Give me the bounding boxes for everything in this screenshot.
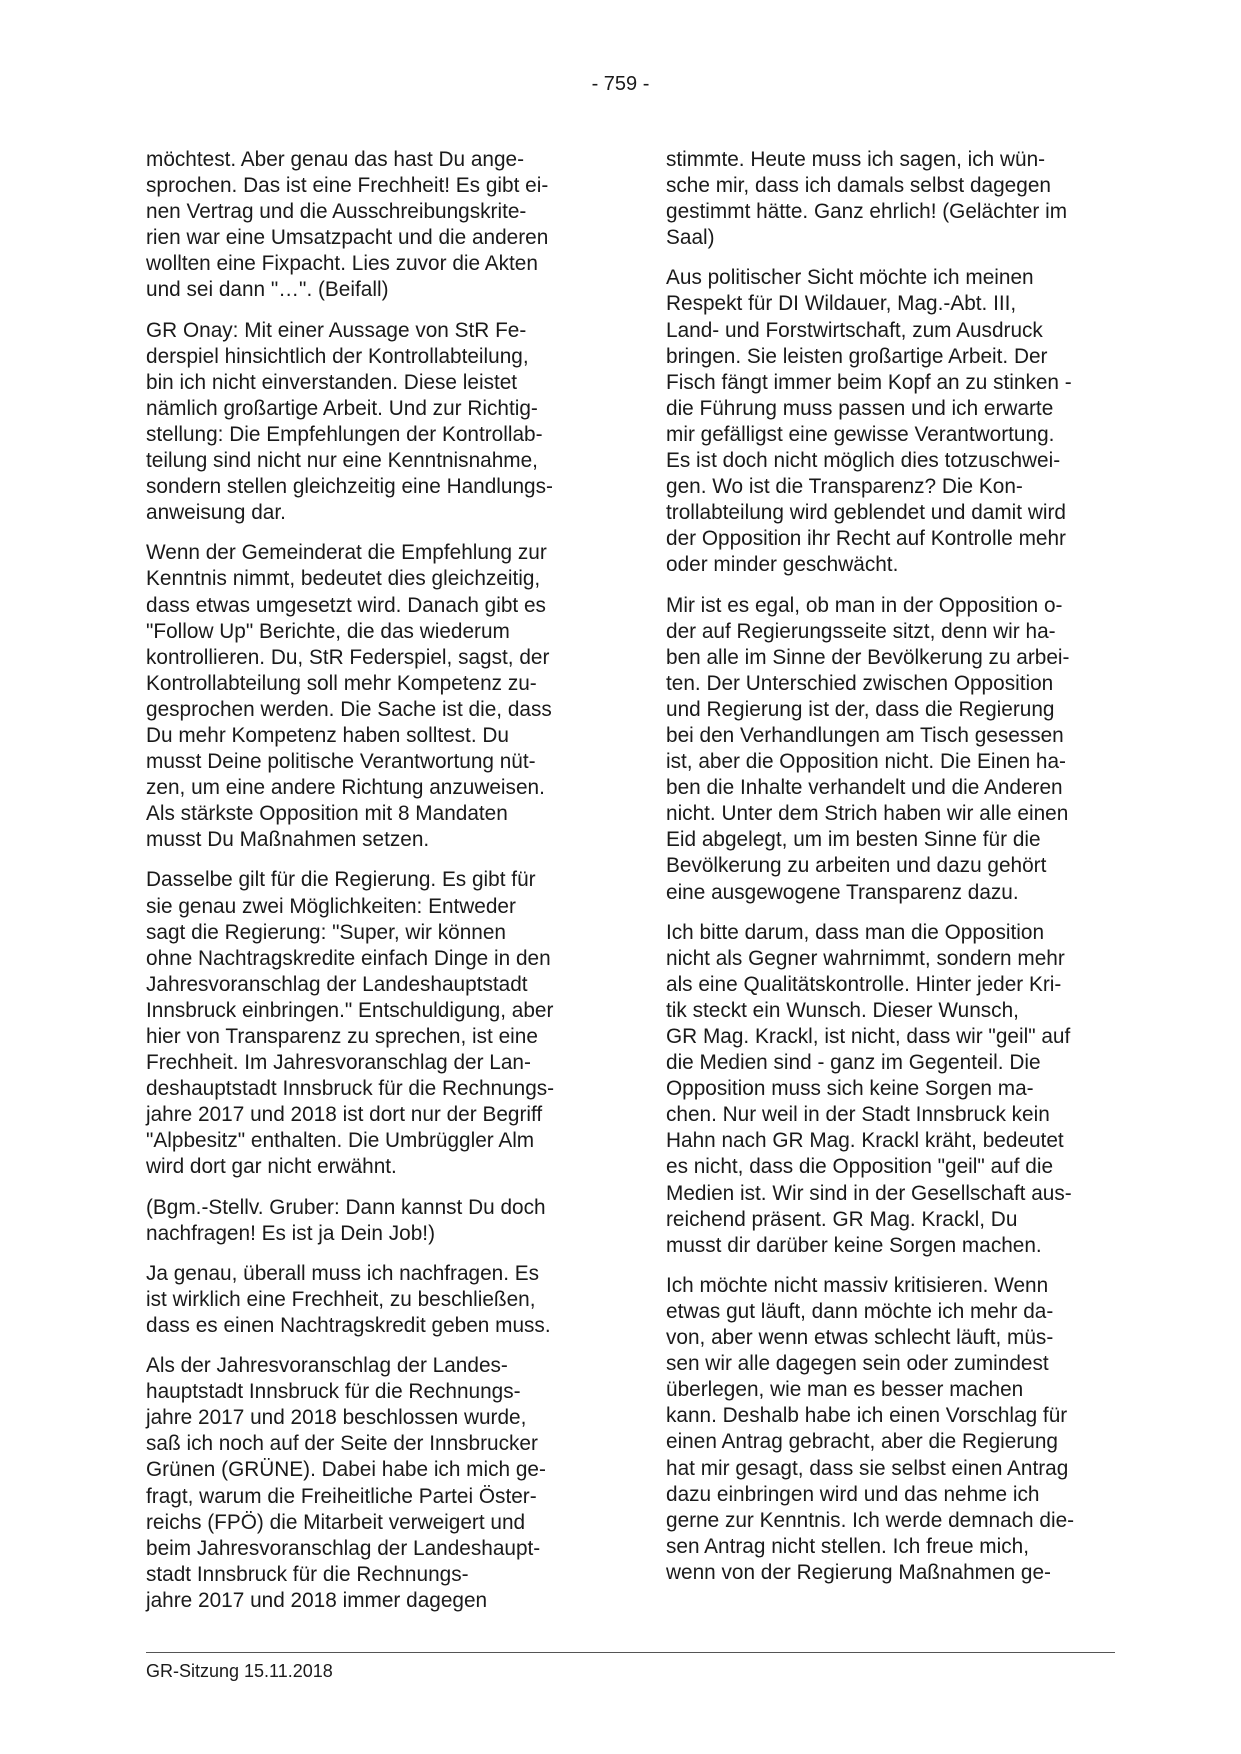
paragraph: möchtest. Aber genau das hast Du ange- sprochen. Das ist eine Frechheit! Es gibt ei- nen Vertrag und die Ausschreibungskrite- rien war eine Umsatzpacht und die anderen wollten eine Fixpacht. Lies zuvor die Akten und sei dann "…". (Beifall): [146, 148, 549, 302]
paragraph: Ich möchte nicht massiv kritisieren. Wenn etwas gut läuft, dann möchte ich mehr da- von, aber wenn etwas schlecht läuft, müs- sen wir alle dagegen sein oder zumindest überlegen, wie man es besser machen kann. Deshalb habe ich einen Vorschlag für einen Antrag gebracht, aber die Regierung hat mir gesagt, dass sie selbst einen Antrag dazu einbringen wird und das nehme ich gerne zur Kenntnis. Ich werde demnach die- sen Antrag nicht stellen. Ich freue mich, wenn von der Regierung Maßnahmen ge-: [666, 1273, 1075, 1584]
paragraph: stimmte. Heute muss ich sagen, ich wün- sche mir, dass ich damals selbst dagegen gestimmt hätte. Ganz ehrlich! (Gelächter im Saal): [666, 148, 1068, 250]
footer-divider: [146, 1652, 1115, 1653]
paragraph: Mir ist es egal, ob man in der Opposition o- der auf Regierungsseite sitzt, denn wir ha- ben alle im Sinne der Bevölkerung zu arbei- ten. Der Unterschied zwischen Opposition und Regierung ist der, dass die Regierung bei den Verhandlungen am Tisch gesessen ist, aber die Opposition nicht. Die Einen ha- ben die Inhalte verhandelt und die Anderen nicht. Unter dem Strich haben wir alle einen Eid abgelegt, um im besten Sinne für die Bevölkerung zu arbeiten und dazu gehört eine ausgewogene Transparenz dazu.: [666, 593, 1070, 904]
right-column: [666, 147, 1116, 1600]
paragraph: GR Onay: Mit einer Aussage von StR Fe- derspiel hinsichtlich der Kontrollabteilung, bin ich nicht einverstanden. Diese leistet nämlich großartige Arbeit. Und zur Richtig- stellung: Die Empfehlungen der Kontrollab- teilung sind nicht nur eine Kenntnisnahme, sondern stellen gleichzeitig eine Handlungs- anweisung dar.: [146, 318, 553, 525]
page-number: - 759 -: [591, 73, 650, 95]
footer-session-date: GR-Sitzung 15.11.2018: [146, 1661, 333, 1681]
paragraph: Als der Jahresvoranschlag der Landes- hauptstadt Innsbruck für die Rechnungs- jahre 2017 und 2018 beschlossen wurde, saß ich noch auf der Seite der Innsbrucker Grünen (GRÜNE). Dabei habe ich mich ge- fragt, warum die Freiheitliche Partei Öster- reichs (FPÖ) die Mitarbeit verweigert und beim Jahresvoranschlag der Landeshaupt- stadt Innsbruck für die Rechnungs- jahre 2017 und 2018 immer dagegen: [146, 1354, 546, 1612]
paragraph: Aus politischer Sicht möchte ich meinen Respekt für DI Wildauer, Mag.-Abt. III, Land- und Forstwirtschaft, zum Ausdruck bringen. Sie leisten großartige Arbeit. Der Fisch fängt immer beim Kopf an zu stinken - die Führung muss passen und ich erwarte mir gefälligst eine gewisse Verantwortung. Es ist doch nicht möglich dies totzuschwei- gen. Wo ist die Transparenz? Die Kon- trollabteilung wird geblendet und damit wird der Opposition ihr Recht auf Kontrolle mehr oder minder geschwächt.: [666, 266, 1072, 577]
paragraph: Ja genau, überall muss ich nachfragen. Es ist wirklich eine Frechheit, zu beschließen, dass es einen Nachtragskredit geben muss.: [146, 1261, 551, 1337]
paragraph: Ich bitte darum, dass man die Opposition nicht als Gegner wahrnimmt, sondern mehr als eine Qualitätskontrolle. Hinter jeder Kri- tik steckt ein Wunsch. Dieser Wunsch, GR Mag. Krackl, ist nicht, dass wir "geil" auf die Medien sind - ganz im Gegenteil. Die Opposition muss sich keine Sorgen ma- chen. Nur weil in der Stadt Innsbruck kein Hahn nach GR Mag. Krackl kräht, bedeutet es nicht, dass die Opposition "geil" auf die Medien ist. Wir sind in der Gesellschaft aus- reichend präsent. GR Mag. Krackl, Du musst dir darüber keine Sorgen machen.: [666, 920, 1072, 1257]
paragraph: Wenn der Gemeinderat die Empfehlung zur Kenntnis nimmt, bedeutet dies gleichzeitig, dass etwas umgesetzt wird. Danach gibt es "Follow Up" Berichte, die das wiederum kontrollieren. Du, StR Federspiel, sagst, der Kontrollabteilung soll mehr Kompetenz zu- gesprochen werden. Die Sache ist die, dass Du mehr Kompetenz haben solltest. Du musst Deine politische Verantwortung nüt- zen, um eine andere Richtung anzuweisen. Als stärkste Opposition mit 8 Mandaten musst Du Maßnahmen setzen.: [146, 541, 552, 852]
paragraph: (Bgm.-Stellv. Gruber: Dann kannst Du doch nachfragen! Es ist ja Dein Job!): [146, 1195, 546, 1245]
left-column: [146, 147, 596, 1628]
paragraph: Dasselbe gilt für die Regierung. Es gibt für sie genau zwei Möglichkeiten: Entweder sagt die Regierung: "Super, wir können ohne Nachtragskredite einfach Dinge in den Jahresvoranschlag der Landeshauptstadt Innsbruck einbringen." Entschuldigung, aber hier von Transparenz zu sprechen, ist eine Frechheit. Im Jahresvoranschlag der Lan- deshauptstadt Innsbruck für die Rechnungs- jahre 2017 und 2018 ist dort nur der Begriff "Alpbesitz" enthalten. Die Umbrüggler Alm wird dort gar nicht erwähnt.: [146, 868, 555, 1179]
